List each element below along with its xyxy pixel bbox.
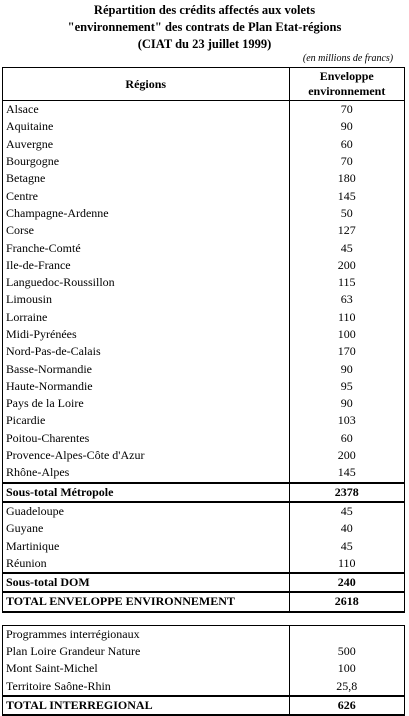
table-row-label: Corse [3, 222, 290, 239]
total-interregional-row-label: TOTAL INTERREGIONAL [3, 696, 290, 715]
table-row-label: Guyane [3, 520, 290, 537]
interregional-header-row [3, 625, 405, 643]
title-line-1: Répartition des crédits affectés aux volets [93, 3, 316, 17]
header-envelope-line1: Enveloppe [319, 69, 374, 83]
table-row-label: Territoire Saône-Rhin [3, 678, 290, 696]
table-row [3, 136, 405, 153]
table-row-value: 70 [289, 101, 404, 119]
table-row-value: 25,8 [289, 678, 404, 696]
table-row-label: Haute-Normandie [3, 378, 290, 395]
table-row-label: Franche-Comté [3, 239, 290, 256]
table-row [3, 464, 405, 482]
total-interregional-row [3, 696, 405, 715]
table-row-value: 95 [289, 378, 404, 395]
total-environment-row [3, 592, 405, 611]
table-row [3, 360, 405, 377]
table-row-value: 60 [289, 136, 404, 153]
table-row [3, 257, 405, 274]
table-row-value: 40 [289, 520, 404, 537]
table-row [3, 239, 405, 256]
title-line-3: (CIAT du 23 juillet 1999) [137, 37, 272, 51]
table-row [3, 395, 405, 412]
table-header-row [3, 68, 405, 101]
table-row [3, 343, 405, 360]
table-row-value: 70 [289, 153, 404, 170]
table-row-value: 145 [289, 464, 404, 482]
table-row-label: Rhône-Alpes [3, 464, 290, 482]
subtotal-dom-row-label: Sous-total DOM [3, 573, 290, 592]
total-interregional-row-value: 626 [289, 696, 404, 715]
table-row-value: 90 [289, 118, 404, 135]
total-environment-row-label: TOTAL ENVELOPPE ENVIRONNEMENT [3, 592, 290, 611]
table-row-value: 45 [289, 502, 404, 520]
table-row [3, 326, 405, 343]
table-row-value: 90 [289, 360, 404, 377]
table-row-label: Limousin [3, 291, 290, 308]
table-row [3, 274, 405, 291]
table-row-value: 180 [289, 170, 404, 187]
table-row-value: 170 [289, 343, 404, 360]
title-line-2: "environnement" des contrats de Plan Etat-régions [67, 20, 342, 34]
table-row-value: 50 [289, 205, 404, 222]
table-row [3, 118, 405, 135]
unit-note: (en millions de francs) [302, 53, 394, 64]
table-row-value: 103 [289, 412, 404, 429]
table-row-value: 145 [289, 187, 404, 204]
spacer-row-label [3, 612, 290, 626]
interregional-header-row-label: Programmes interrégionaux [3, 625, 290, 643]
table-row-label: Poitou-Charentes [3, 430, 290, 447]
table-row-label: Aquitaine [3, 118, 290, 135]
subtotal-metropole-row-label: Sous-total Métropole [3, 483, 290, 502]
table-row [3, 101, 405, 119]
table-row-value: 100 [289, 326, 404, 343]
table-row [3, 222, 405, 239]
table-row-value: 500 [289, 643, 404, 660]
total-environment-row-value: 2618 [289, 592, 404, 611]
subtotal-dom-row-value: 240 [289, 573, 404, 592]
table-row [3, 187, 405, 204]
table-row-label: Lorraine [3, 309, 290, 326]
table-row [3, 537, 405, 554]
table-row [3, 153, 405, 170]
spacer-row-value [289, 612, 404, 626]
subtotal-metropole-row-value: 2378 [289, 483, 404, 502]
table-row-label: Martinique [3, 537, 290, 554]
table-row-label: Picardie [3, 412, 290, 429]
table-row [3, 412, 405, 429]
table-row-value: 45 [289, 239, 404, 256]
table-row-value: 110 [289, 555, 404, 573]
table-row [3, 555, 405, 573]
table-row-value: 45 [289, 537, 404, 554]
table-row-label: Bourgogne [3, 153, 290, 170]
table-row-value: 127 [289, 222, 404, 239]
table-row-label: Plan Loire Grandeur Nature [3, 643, 290, 660]
table-row [3, 205, 405, 222]
table-row-label: Betagne [3, 170, 290, 187]
subtotal-metropole-row [3, 483, 405, 502]
table-row [3, 678, 405, 696]
table-row [3, 291, 405, 308]
table-row-label: Centre [3, 187, 290, 204]
table-row [3, 170, 405, 187]
table-row-label: Midi-Pyrénées [3, 326, 290, 343]
table-row [3, 378, 405, 395]
table-row-label: Nord-Pas-de-Calais [3, 343, 290, 360]
table-row-value: 115 [289, 274, 404, 291]
table-row-label: Alsace [3, 101, 290, 119]
table-row [3, 660, 405, 677]
spacer-row [3, 612, 405, 626]
table-row-label: Pays de la Loire [3, 395, 290, 412]
table-row-label: Ile-de-France [3, 257, 290, 274]
subtotal-dom-row [3, 573, 405, 592]
table-row-label: Mont Saint-Michel [3, 660, 290, 677]
table-row-value: 63 [289, 291, 404, 308]
table-row [3, 643, 405, 660]
header-regions: Régions [3, 68, 290, 101]
header-envelope-line2: environnement [308, 84, 386, 98]
table-row-value: 60 [289, 430, 404, 447]
table-row [3, 520, 405, 537]
credits-table [2, 67, 405, 716]
table-row-value: 200 [289, 257, 404, 274]
table-row [3, 447, 405, 464]
table-row-value: 100 [289, 660, 404, 677]
table-row [3, 309, 405, 326]
table-row-label: Provence-Alpes-Côte d'Azur [3, 447, 290, 464]
table-row-label: Réunion [3, 555, 290, 573]
interregional-header-row-value [289, 625, 404, 643]
table-row-value: 110 [289, 309, 404, 326]
table-row-label: Auvergne [3, 136, 290, 153]
table-row-label: Basse-Normandie [3, 360, 290, 377]
table-row-value: 90 [289, 395, 404, 412]
table-row-value: 200 [289, 447, 404, 464]
header-envelope [289, 68, 404, 101]
table-row-label: Champagne-Ardenne [3, 205, 290, 222]
table-row-label: Guadeloupe [3, 502, 290, 520]
table-row [3, 430, 405, 447]
table-row [3, 502, 405, 520]
table-row-label: Languedoc-Roussillon [3, 274, 290, 291]
